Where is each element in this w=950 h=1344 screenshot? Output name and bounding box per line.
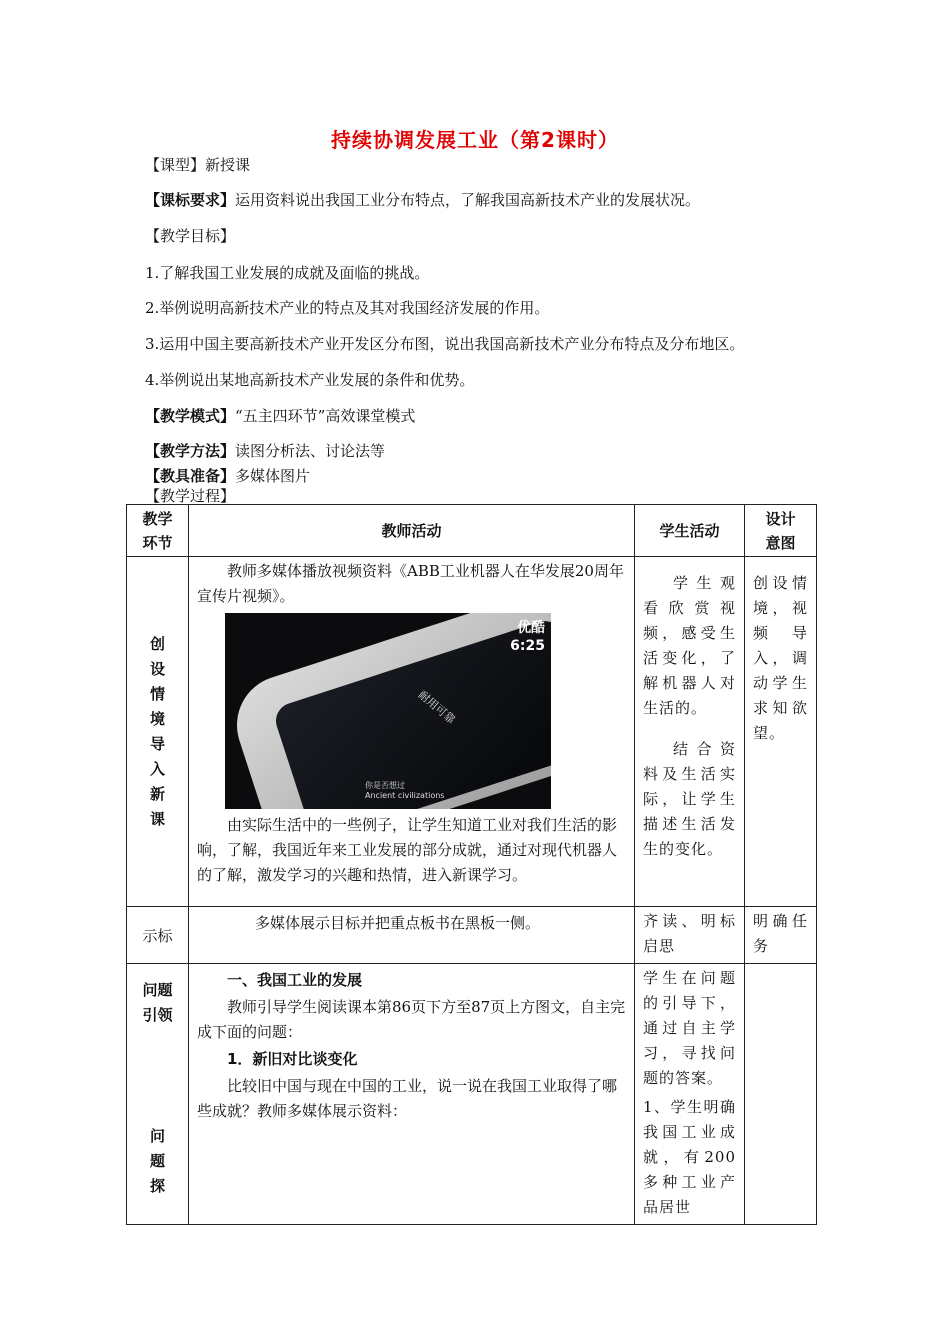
teacher-activity-objective: 多媒体展示目标并把重点板书在黑板一侧。: [189, 907, 635, 964]
design-intro: [745, 557, 817, 907]
tools-label: 【教具准备】: [145, 467, 236, 485]
objective-item: 2.举例说明高新技术产业的特点及其对我国经济发展的作用。: [145, 299, 550, 317]
standard-value: 运用资料说出我国工业分布特点，了解我国高新技术产业的发展状况。: [235, 191, 701, 209]
header-student: 学生活动: [635, 505, 745, 557]
header-stage: 教学 环节: [127, 505, 189, 557]
student-activity-intro: [635, 557, 745, 907]
objective-item: 4.举例说出某地高新技术产业发展的条件和优势。: [145, 371, 475, 389]
header-teacher: 教师活动: [189, 505, 635, 557]
mode-line: [145, 405, 415, 426]
video-logo: 优酷 6:25: [510, 620, 545, 654]
mode-value: “五主四环节”高效课堂模式: [235, 407, 416, 425]
teacher-intro-text: 教师多媒体播放视频资料《ABB工业机器人在华发展20周年宣传片视频》。: [197, 562, 624, 605]
tools-line: [145, 465, 310, 486]
objectives-label: 【教学目标】: [145, 227, 236, 245]
objective-item: 1.了解我国工业发展的成就及面临的挑战。: [145, 264, 430, 282]
table-row: [127, 907, 817, 964]
course-type-value: 新授课: [205, 156, 251, 174]
method-label: 【教学方法】: [145, 442, 236, 460]
phone-image: [225, 613, 551, 809]
video-subtitle: 你是否想过 Ancient civilizations: [365, 781, 445, 800]
student-intro-text: 学生观看欣赏视频，感受生活变化，了解机器人对生活的。: [643, 574, 736, 717]
design-objective: 明确任务: [745, 907, 817, 964]
stage-problem: 问题 引领 问 题 探: [127, 964, 189, 1225]
course-type-label: 【课型】: [145, 156, 206, 174]
table-row: [127, 964, 817, 1225]
standard-label: 【课标要求】: [145, 191, 236, 209]
tools-value: 多媒体图片: [235, 467, 311, 485]
student-intro-text-2: 结合资料及生活实际，让学生描述生活发生的变化。: [643, 740, 736, 858]
student-activity-problem: 学生在问题的引导下，通过自主学习，寻找问题的答案。 1、学生明确我国工业成就，有200多种工业产品居世: [635, 964, 745, 1225]
design-intro-text: 创设情境，视频导入，调动学生求知欲望。: [753, 574, 808, 742]
subsection-heading: 1．新旧对比谈变化: [227, 1050, 358, 1068]
method-value: 读图分析法、讨论法等: [235, 442, 386, 460]
video-screen-text: 耐用可靠: [415, 688, 458, 727]
standard-line: [145, 189, 700, 210]
table-row: [127, 557, 817, 907]
process-label: 【教学过程】: [145, 487, 236, 505]
objective-item: 3.运用中国主要高新技术产业开发区分布图，说出我国高新技术产业分布特点及分布地区。: [145, 335, 745, 353]
course-type-line: [145, 154, 250, 175]
lesson-plan-table: [126, 504, 817, 1225]
teacher-activity-problem: 一、我国工业的发展 教师引导学生阅读课本第86页下方至87页上方图文，自主完成下面的问题： 1．新旧对比谈变化 比较旧中国与现在中国的工业，说一说在我国工业取得了哪些成就？教师多媒体展示资料：: [189, 964, 635, 1225]
table-header-row: [127, 505, 817, 557]
method-line: [145, 440, 385, 461]
teacher-activity-intro: [189, 557, 635, 907]
student-activity-objective: 齐读、明标启思: [635, 907, 745, 964]
section-heading: 一、我国工业的发展: [227, 971, 363, 989]
design-problem: [745, 964, 817, 1225]
teacher-intro-explain: 由实际生活中的一些例子，让学生知道工业对我们生活的影响，了解，我国近年来工业发展的部分成就，通过对现代机器人的了解，激发学习的兴趣和热情，进入新课学习。: [197, 816, 618, 884]
header-design: 设计 意图: [745, 505, 817, 557]
stage-intro: 创 设 情 境 导 入 新 课: [127, 557, 189, 907]
video-still-image: [225, 613, 551, 809]
stage-objective: 示标: [127, 907, 189, 964]
mode-label: 【教学模式】: [145, 407, 236, 425]
page-title: 持续协调发展工业（第2课时）: [331, 128, 619, 152]
